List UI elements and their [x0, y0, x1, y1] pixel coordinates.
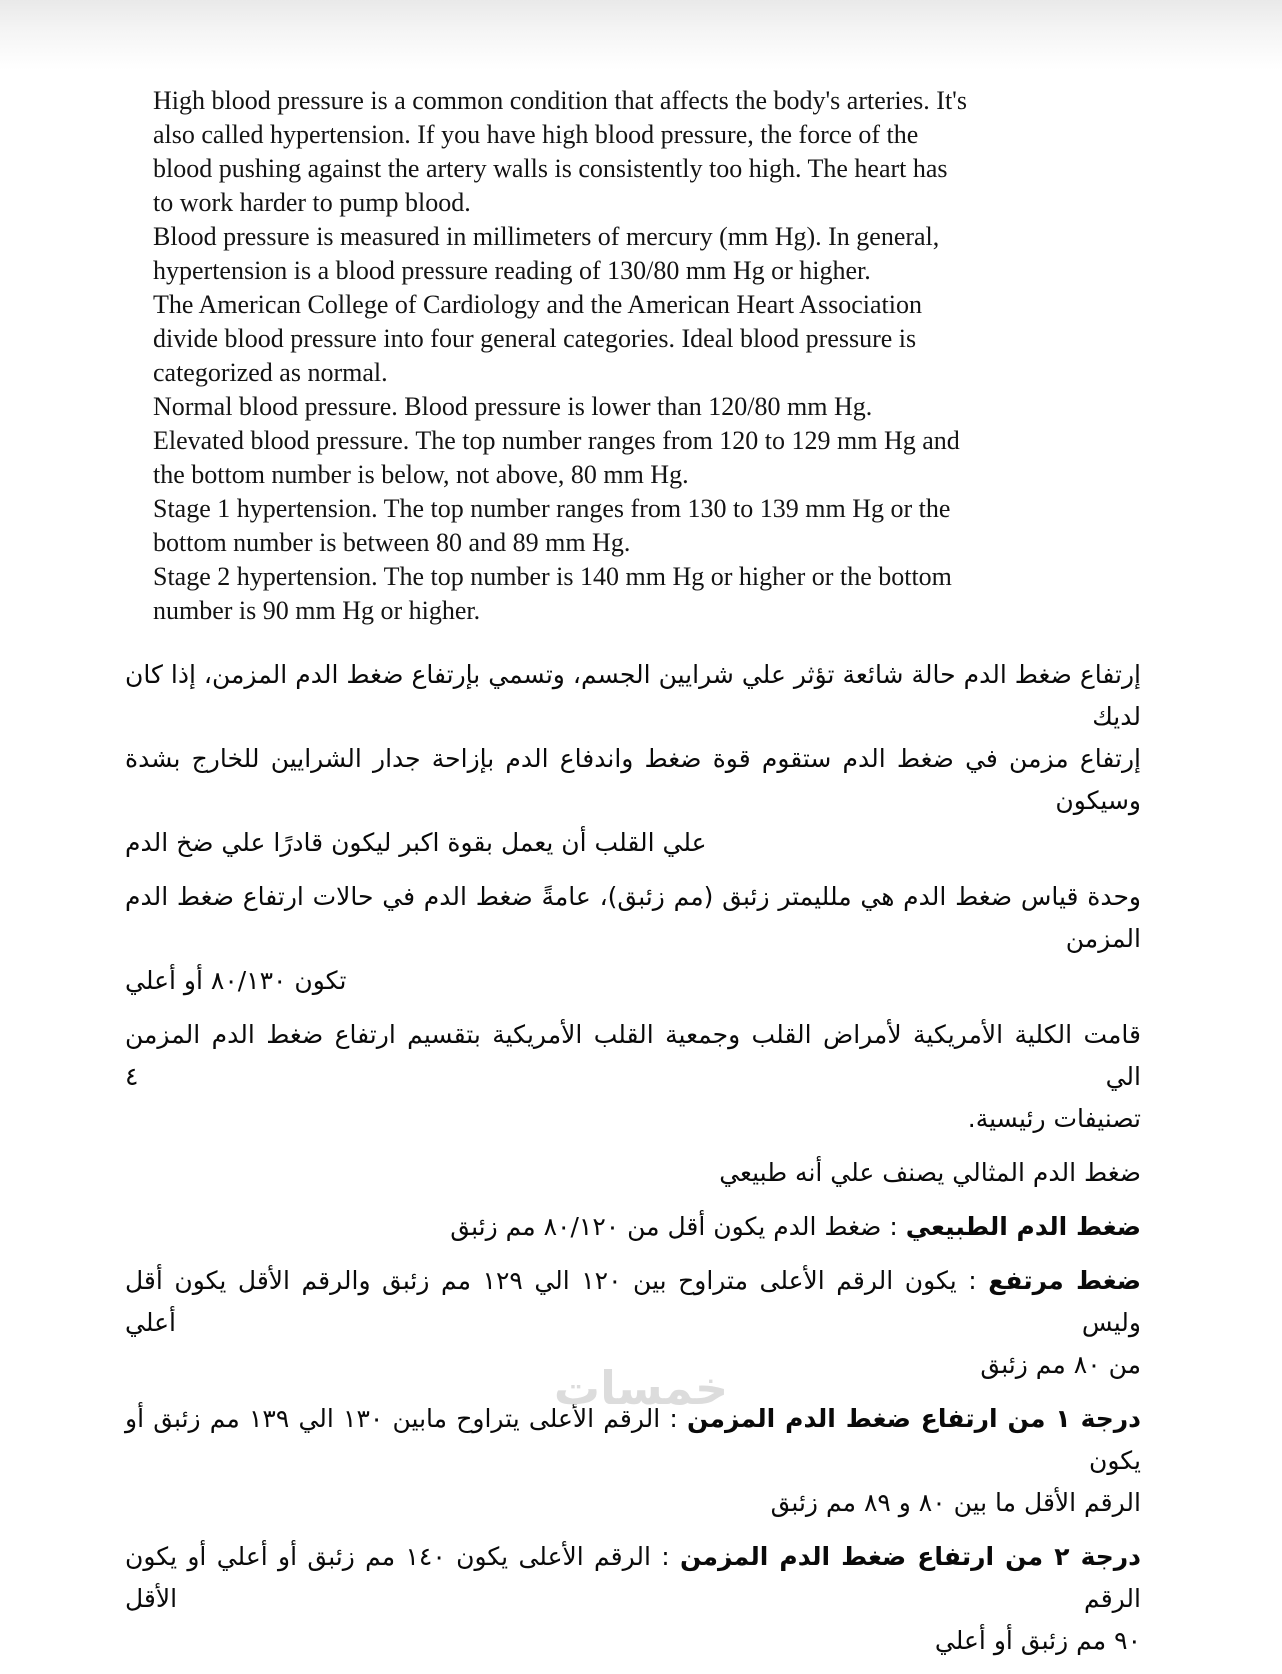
arabic-line: ٩٠ مم زئبق أو أعلي [934, 1626, 1141, 1655]
english-line: Elevated blood pressure. The top number ranges from 120 to 129 mm Hg and [153, 426, 960, 455]
english-line: hypertension is a blood pressure reading of 130/80 mm Hg or higher. [153, 256, 871, 285]
arabic-paragraph-stage2 [125, 1536, 1141, 1662]
english-line: The American College of Cardiology and the American Heart Association [153, 290, 922, 319]
english-line: divide blood pressure into four general categories. Ideal blood pressure is [153, 324, 917, 353]
arabic-line: قامت الكلية الأمريكية لأمراض القلب وجمعية القلب الأمريكية بتقسيم ارتفاع ضغط الدم المزمن الي ٤ [125, 1020, 1141, 1091]
english-line: bottom number is between 80 and 89 mm Hg. [153, 528, 631, 557]
arabic-line: تصنيفات رئيسية. [967, 1104, 1141, 1133]
arabic-line [125, 1536, 1141, 1620]
english-line: blood pushing against the artery walls is consistently too high. The heart has [153, 154, 948, 183]
english-line: categorized as normal. [153, 358, 388, 387]
arabic-line: علي القلب أن يعمل بقوة اكبر ليكون قادرًا علي ضخ الدم [125, 828, 707, 857]
arabic-line: تكون ٨٠/١٣٠ أو أعلي [125, 966, 347, 995]
arabic-line: وحدة قياس ضغط الدم هي ملليمتر زئبق (مم زئبق)، عامةً ضغط الدم في حالات ارتفاع ضغط الدم المزمن [125, 882, 1141, 953]
top-scan-shade [0, 0, 1282, 70]
arabic-line-text: : يكون الرقم الأعلى متراوح بين ١٢٠ الي ١٢٩ مم زئبق والرقم الأقل يكون أقل وليس أعلي [125, 1266, 1141, 1337]
english-line: Stage 1 hypertension. The top number ranges from 130 to 139 mm Hg or the [153, 494, 951, 523]
arabic-line: ضغط الدم المثالي يصنف علي أنه طبيعي [719, 1158, 1141, 1187]
english-line: also called hypertension. If you have high blood pressure, the force of the [153, 120, 919, 149]
english-line: High blood pressure is a common condition that affects the body's arteries. It's [153, 86, 967, 115]
arabic-line: من ٨٠ مم زئبق [980, 1350, 1141, 1379]
arabic-line-text: : ضغط الدم يكون أقل من ٨٠/١٢٠ مم زئبق [450, 1212, 906, 1241]
khamsat-watermark: خمسات [553, 1361, 729, 1415]
arabic-paragraph-stage1 [125, 1398, 1141, 1524]
term-normal-bp: ضغط الدم الطبيعي [905, 1212, 1141, 1241]
arabic-text-block [125, 654, 1141, 1674]
arabic-line: الرقم الأقل ما بين ٨٠ و ٨٩ مم زئبق [770, 1488, 1141, 1517]
english-line: Normal blood pressure. Blood pressure is lower than 120/80 mm Hg. [153, 392, 873, 421]
arabic-paragraph-categories [125, 1014, 1141, 1140]
arabic-line: إرتفاع مزمن في ضغط الدم ستقوم قوة ضغط واندفاع الدم بإزاحة جدار الشرايين للخارج بشدة وسيكون [125, 744, 1141, 815]
arabic-line [125, 1260, 1141, 1344]
english-line: the bottom number is below, not above, 80 mm Hg. [153, 460, 689, 489]
english-line: to work harder to pump blood. [153, 188, 471, 217]
arabic-paragraph-ideal [125, 1152, 1141, 1194]
term-stage1: درجة ١ من ارتفاع ضغط الدم المزمن [686, 1404, 1142, 1433]
arabic-paragraph-intro [125, 654, 1141, 864]
english-line: number is 90 mm Hg or higher. [153, 596, 481, 625]
english-text-block [153, 84, 1143, 628]
arabic-paragraph-measurement [125, 876, 1141, 1002]
term-stage2: درجة ٢ من ارتفاع ضغط الدم المزمن [680, 1542, 1141, 1571]
arabic-paragraph-normal-bp [125, 1206, 1141, 1248]
english-line: Blood pressure is measured in millimeters of mercury (mm Hg). In general, [153, 222, 940, 251]
term-elevated-bp: ضغط مرتفع [988, 1266, 1142, 1295]
arabic-line-text: : الرقم الأعلى يكون ١٤٠ مم زئبق أو أعلي أو يكون الرقم الأقل [125, 1542, 1141, 1613]
arabic-line [125, 1206, 1141, 1248]
arabic-line-text: : الرقم الأعلى يتراوح مابين ١٣٠ الي ١٣٩ مم زئبق أو يكون [125, 1404, 1141, 1475]
arabic-line: إرتفاع ضغط الدم حالة شائعة تؤثر علي شرايين الجسم، وتسمي بإرتفاع ضغط الدم المزمن، إذا كان لديك [125, 660, 1141, 731]
english-line: Stage 2 hypertension. The top number is 140 mm Hg or higher or the bottom [153, 562, 952, 591]
